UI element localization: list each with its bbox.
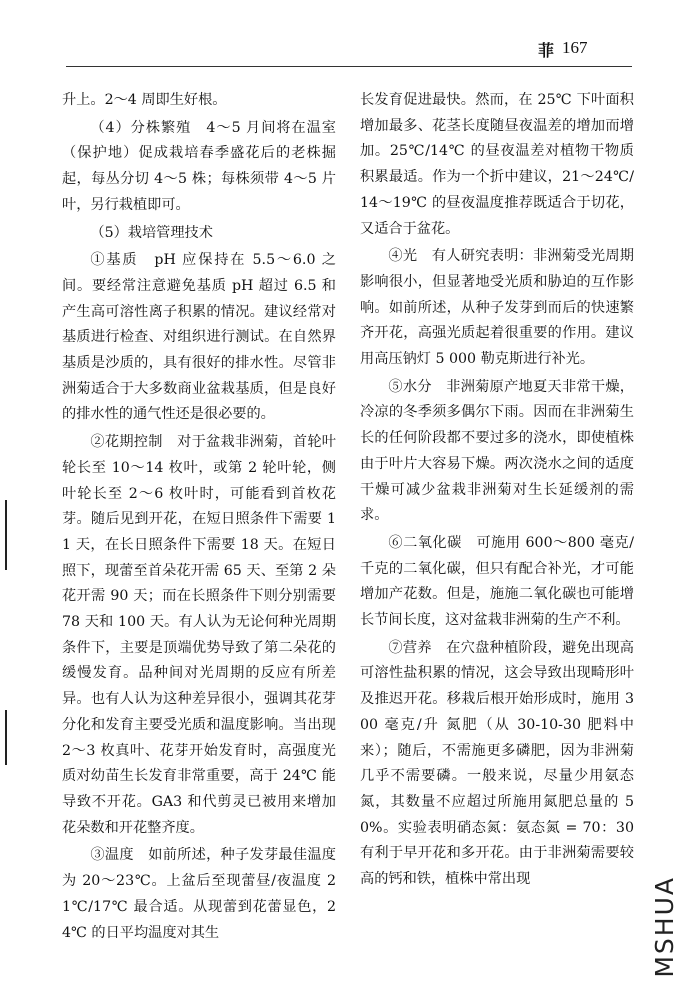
paragraph: ⑤水分 非洲菊原产地夏天非常干燥，冷凉的冬季须多偶尔下雨。因而在非洲菊生长的任何阶段都不要过多的浇水，即使植株由于叶片大容易下燥。两次浇水之间的适度干燥可减少盆栽非洲菊对生长延缓剂的需求。 bbox=[360, 378, 634, 524]
scan-edge-mark-bottom bbox=[5, 710, 7, 765]
right-column bbox=[360, 88, 634, 895]
paragraph: 长发育促进最快。然而，在 25℃ 下叶面积增加最多、花茎长度随昼夜温差的增加而增加。25℃/14℃ 的昼夜温差对植物干物质积累最适。作为一个折中建议，21～24℃/14～19℃ 的昼夜温度推荐既适合于切花，又适合于盆花。 bbox=[360, 92, 634, 237]
page-header bbox=[0, 0, 686, 70]
watermark: MSHUA bbox=[650, 876, 679, 978]
paragraph: ⑥二氧化碳 可施用 600～800 毫克/千克的二氧化碳，但只有配合补光，才可能增加产花数。但是，施施二氧化碳也可能增长节间长度，这对盆栽非洲菊的生产不利。 bbox=[360, 534, 634, 629]
paragraph: ①基质 pH 应保持在 5.5～6.0 之间。要经常注意避免基质 pH 超过 6.5 和产生高可溶性离子积累的情况。建议经常对基质进行检查、对组织进行测试。在自然界基质是沙质的，具有很好的排水性。尽管非洲菊适合于大多数商业盆栽基质，但是良好的排水性的通气性还是很必要的。 bbox=[62, 252, 336, 423]
scan-edge-mark-top bbox=[5, 500, 7, 570]
paragraph: ⑦营养 在穴盘种植阶段，避免出现高可溶性盐积累的情况，这会导致出现畸形叶及推迟开花。移栽后根开始形成时，施用 300 毫克/升 氮肥（从 30-10-30 肥料中来）；随后，不需施更多磷肥，因为非洲菊几乎不需要磷。一般来说，尽量少用氨态氮，其数量不应超过所施用氮肥总量的 50%。实验表明硝态氮：氨态氮 = 70：30 有利于早开花和多开花。由于非洲菊需要较高的钙和铁，植株中常出现 bbox=[360, 639, 634, 888]
section-heading: （5）栽培管理技术 bbox=[90, 224, 213, 241]
paragraph: ④光 有人研究表明：非洲菊受光周期影响很小，但显著地受光质和胁迫的互作影响。如前所述，从种子发芽到而后的快速繁齐开花，高强光质起着很重要的作用。建议用高压钠灯 5 000 勒克斯进行补光。 bbox=[360, 248, 634, 368]
left-column bbox=[62, 88, 336, 948]
header-rule bbox=[66, 66, 632, 67]
paragraph: 升上。2～4 周即生好根。 bbox=[62, 92, 227, 108]
paragraph: ②花期控制 对于盆栽非洲菊，首轮叶轮长至 10～14 枚叶，或第 2 轮叶轮，侧叶轮长至 2～6 枚叶时，可能看到首枚花芽。随后见到开花，在短日照条件下需要 11 天，在长日照条件下需要 18 天。在短日照下，现蕾至首朵花开需 65 天、至第 2 朵花开需 90 天；而在长照条件下则分别需要 78 天和 100 天。有人认为无论何种光周期条件下，主要是顶端优势导致了第二朵花的缓慢发育。品种间对光周期的反应有所差异。也有人认为这种差异很小，强调其花芽分化和发育主要受光质和温度影响。当出现 2～3 枚真叶、花芽开始发育时，高强度光质对幼苗生长发育非常重要，高于 24℃ 能导致不开花。GA3 和代剪灵已被用来增加花朵数和开花整齐度。 bbox=[62, 434, 336, 836]
paragraph: （4）分株繁殖 4～5 月间将在温室（保护地）促成栽培春季盛花后的老株掘起，每丛分切 4～5 株；每株须带 4～5 片叶，另行栽植即可。 bbox=[62, 119, 336, 213]
page-number: 167 bbox=[562, 38, 588, 57]
running-head-mark: 菲 bbox=[538, 41, 555, 60]
paragraph: ③温度 如前所述，种子发芽最佳温度为 20～23℃。上盆后至现蕾昼/夜温度 21℃/17℃ 最合适。从现蕾到花蕾显色，24℃ 的日平均温度对其生 bbox=[62, 847, 336, 941]
